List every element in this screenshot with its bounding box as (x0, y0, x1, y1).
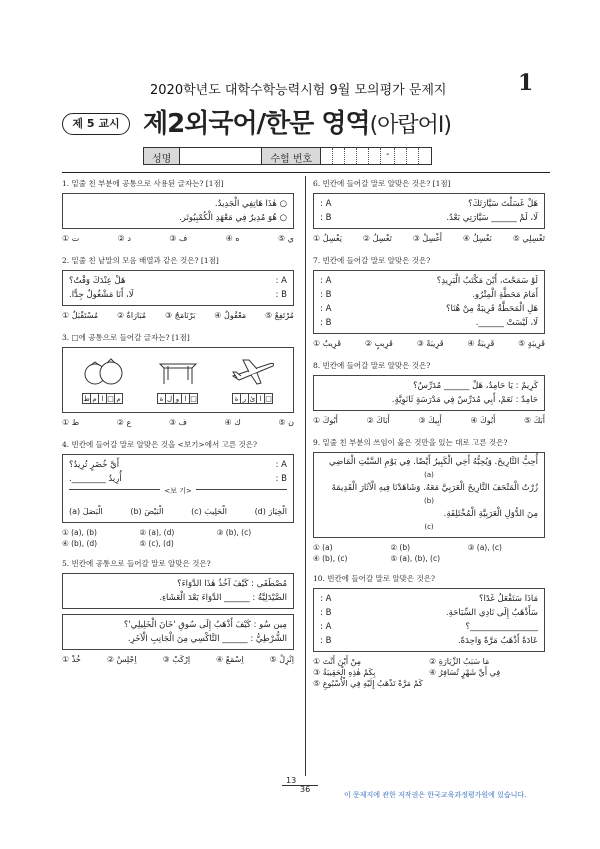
q3-stem: 3. □에 공통으로 들어갈 글자는? [1점] (62, 333, 190, 342)
q5-box1-line2: الصَّيْدَلِيَّةُ : ______ الدَّوَاءَ بَعْدَ الْعَشَاءِ. (159, 593, 287, 603)
speaker-label: A : (320, 622, 332, 632)
grid-cell: م (90, 393, 99, 404)
q2-box (62, 270, 294, 306)
q4-box (62, 454, 294, 523)
exam-number-cell[interactable] (395, 148, 407, 164)
subject-sub: (아랍어Ⅰ) (369, 113, 451, 138)
q9-line-2: زُرْتُ الْمَتْحَفَ التَّارِيخَ الْعَرَبِيَّ مَعَهُ. وَشَاهَدْنَا فِيهِ الْآثَارَ الْقَدِيمَةَ (331, 483, 538, 493)
q10-box (313, 588, 545, 652)
q9-tag-b: (b) (424, 497, 434, 505)
q3-grid-2 (142, 393, 214, 404)
q8-stem: 8. 빈칸에 들어갈 말로 알맞은 것은? (313, 361, 431, 370)
table-icon (154, 356, 202, 386)
exam-number-dash: - (381, 148, 395, 164)
exam-number-cell[interactable] (419, 148, 431, 164)
grid-cell: ة (157, 393, 166, 404)
grid-cell: و (173, 393, 182, 404)
name-label: 성명 (144, 148, 180, 164)
grid-cell: ر (240, 393, 249, 404)
q5-box1-line1: مُصْطَفَى : كَيْفَ آخُذُ هٰذَا الدَّوَاءَ؟ (177, 579, 287, 589)
q6-line-a (320, 197, 538, 211)
grid-cell: م (114, 393, 123, 404)
q8-option[interactable]: ③ أَبِيكَ (418, 416, 442, 425)
q4-option[interactable]: ① (a), (b) (62, 528, 97, 537)
q3-grid-3 (217, 393, 289, 404)
q4-a-text: أَيَّ خُضَرٍ تُرِيدُ؟ (69, 460, 120, 470)
q1-line2: ○ هُوَ مُدِيرٌ فِي مَعْهَدِ الْكُمْبِيُوتَر. (179, 213, 287, 223)
q7-text-1: لَوْ سَمَحْتَ، أَيْنَ مَكْتَبُ الْبَرِيدِ؟ (436, 276, 538, 286)
speaker-label: A : (320, 594, 332, 604)
q8-box (313, 375, 545, 411)
grid-cell: ا (181, 393, 190, 404)
q10-option[interactable]: ③ بِكَمْ هٰذِهِ الْحَقِيبَةُ (313, 668, 376, 677)
page-current: 13 (286, 776, 297, 785)
q6-options (313, 234, 545, 243)
q2-option[interactable]: ① مُسْتَقْبَلٌ (62, 311, 99, 320)
q9-stem: 9. 밑줄 친 부분의 쓰임이 옳은 것만을 있는 대로 고른 것은? (313, 438, 508, 447)
q6-option[interactable]: ⑤ تَغْسِلِي (512, 234, 545, 243)
q10-line-1 (320, 592, 538, 606)
q8-option[interactable]: ④ أَبُوكَ (470, 416, 496, 425)
q4-bogi-label: <보 기> (160, 487, 195, 495)
q4-line-a (69, 458, 287, 472)
q10-option[interactable]: ④ فِي أَيِّ شَهْرٍ تُسَافِرُ (429, 668, 501, 677)
copyright-notice: 이 문제지에 관한 저작권은 한국교육과정평가원에 있습니다. (344, 791, 527, 799)
q10-text-2: سَأَذْهَبُ إِلَى نَادِي السِّبَاحَةِ. (445, 608, 538, 618)
q2-line-b (69, 288, 287, 302)
speaker-label: A : (320, 199, 332, 209)
q4-option[interactable]: ⑤ (c), (d) (139, 539, 174, 548)
q5-box-2 (62, 614, 294, 650)
q2-a-text: هَلْ عِنْدَكَ وَقْتٌ؟ (69, 276, 126, 286)
grid-cell: □ (265, 395, 272, 403)
grid-cell: ا (98, 393, 107, 404)
q3-box (62, 347, 294, 413)
subject-title (143, 103, 451, 140)
q10-line-2 (320, 606, 538, 620)
q3-pictures (67, 356, 289, 404)
q8-line-1: كَرِيمٌ : يَا حَامِدُ، هَلْ ______ مُدَرِّسٌ؟ (413, 381, 538, 391)
q5-option[interactable]: ① خُذْ (62, 655, 81, 664)
q9-line-3: مِنَ الدُّوَلِ الْعَرَبِيَّةِ الْمُخْتَلِفَةِ. (443, 509, 538, 519)
q7-line-4 (320, 316, 538, 330)
q10-line-3 (320, 620, 538, 634)
q4-option[interactable]: ③ (b), (c) (216, 528, 252, 537)
q9-line-1: أُحِبُّ التَّارِيخَ. وَيُحِبُّهُ أَخِي الْكَبِيرُ أَيْضًا. فِي يَوْمِ السَّبْتِ الْمَاضِي (328, 457, 538, 467)
airplane-icon (229, 356, 277, 386)
speaker-label: B : (320, 636, 332, 646)
q4-option[interactable]: ② (a), (d) (139, 528, 175, 537)
q1-option[interactable]: ④ ه (225, 234, 240, 243)
q7-options (313, 339, 545, 348)
q3-option[interactable]: ① ط (62, 418, 80, 427)
grid-cell: ئ (249, 395, 256, 403)
exam-number-cell[interactable] (407, 148, 419, 164)
exam-title: 2020학년도 대학수학능력시험 9월 모의평가 문제지 (150, 83, 447, 98)
grid-cell: □ (190, 395, 197, 403)
q7-box (313, 270, 545, 334)
q9-option[interactable]: ② (b) (390, 543, 411, 552)
name-field[interactable] (180, 148, 262, 164)
q4-b-text: أُرِيدُ ________. (69, 474, 122, 484)
q3-option[interactable]: ③ ف (168, 418, 187, 427)
q2-option[interactable]: ④ مَعْقُولٌ (214, 311, 247, 320)
q1-stem: 1. 밑줄 친 부분에 공통으로 사용된 글자는? [1점] (62, 179, 224, 188)
q3-picture-table (142, 356, 214, 404)
q5-option[interactable]: ⑤ اِنْزِلْ (269, 655, 294, 664)
q10-options (313, 657, 545, 688)
q2-stem: 2. 밑줄 친 낱말의 모음 배열과 같은 것은? [1점] (62, 256, 219, 265)
speaker-label: A : (275, 460, 287, 470)
q7-option[interactable]: ③ قَرِيبَةً (416, 339, 444, 348)
page-number: 1 (518, 70, 534, 96)
q9-option[interactable]: ① (a) (313, 543, 333, 552)
q5-option[interactable]: ④ اِسْمَعْ (216, 655, 244, 664)
q5-box2-line1: مِين سُو : كَيْفَ أَذْهَبُ إِلَى سُوقِ 'خَانَ الْخَلِيلِي'؟ (123, 620, 287, 630)
grid-cell: ة (232, 393, 241, 404)
q7-text-3: هَلِ الْمَحَطَّةُ قَرِيبَةٌ مِنْ هُنَا؟ (445, 304, 538, 314)
q1-box (62, 193, 294, 229)
speaker-label: B : (275, 290, 287, 300)
grid-cell: ل (166, 395, 173, 403)
speaker-label: A : (275, 276, 287, 286)
q5-box2-line2: الشُّرْطِيُّ : ______ التَّاكْسِي مِنَ الْجَانِبِ الْآخَرِ. (127, 634, 287, 644)
q8-option[interactable]: ⑤ أَبَكَ (524, 416, 545, 425)
q4-bogi-item: (d) الْخِيَارَ (254, 507, 287, 516)
q10-option[interactable]: ⑤ كَمْ مَرَّةً تَذْهَبُ إِلَيْهِ فِي الْأُسْبُوعِ (313, 679, 423, 688)
q5-option[interactable]: ② اِجْلِسْ (106, 655, 137, 664)
q9-box (313, 452, 545, 538)
q5-options (62, 655, 294, 664)
q4-bogi-item: (a) الْبَصَلَ (69, 507, 103, 516)
exam-number-label: 수험 번호 (262, 148, 321, 164)
q9-tag-c: (c) (424, 523, 434, 531)
q8-option[interactable]: ② أَبَاكَ (366, 416, 390, 425)
q4-options (62, 528, 294, 548)
speaker-label: B : (320, 290, 332, 300)
q7-text-4: لَا، لَيْسَتْ ______. (475, 318, 538, 328)
q2-line-a (69, 274, 287, 288)
q2-b-text: لَا، أَنَا مَشْغُولٌ جِدًّا. (69, 290, 134, 300)
q3-option[interactable]: ④ ك (224, 418, 241, 427)
q9-tag-a: (a) (424, 471, 434, 479)
q9-options (313, 543, 545, 563)
q1-option[interactable]: ② د (117, 234, 131, 243)
q5-option[interactable]: ③ اِرْكَبْ (162, 655, 191, 664)
q4-stem: 4. 빈칸에 들어갈 말로 알맞은 것을 <보기>에서 고른 것은? (62, 440, 257, 449)
q6-a-text: هَلْ غَسَلْتَ سَيَّارَتَكَ؟ (468, 199, 538, 209)
speaker-label: B : (320, 608, 332, 618)
q4-bogi-items (69, 505, 287, 519)
q1-options (62, 234, 294, 243)
q4-line-b (69, 472, 287, 486)
q6-b-text: لَا، لَمْ ______ سَيَّارَتِي بَعْدُ. (446, 213, 538, 223)
grid-cell: ا (256, 393, 265, 404)
column-divider (305, 176, 306, 776)
q7-line-3 (320, 302, 538, 316)
q9-option[interactable]: ④ (b), (c) (313, 554, 348, 563)
q6-box (313, 193, 545, 229)
q6-option[interactable]: ④ نَغْسِلُ (462, 234, 492, 243)
q5-box-1 (62, 573, 294, 609)
q6-option[interactable]: ② تَغْسِلُ (362, 234, 392, 243)
q1-option[interactable]: ③ ف (169, 234, 188, 243)
q2-option[interactable]: ③ بَرْنَامَجٌ (164, 311, 196, 320)
q7-text-2: أَمَامَ مَحَطَّةِ الْمِتْرُو. (472, 290, 538, 300)
header-rule (62, 172, 550, 173)
page-indicator (282, 776, 318, 796)
q7-option[interactable]: ⑤ قَرِيبَةٍ (518, 339, 545, 348)
q1-line1: ○ هٰذَا هَاتِفِي الْجَدِيدُ. (214, 199, 287, 209)
q9-option[interactable]: ⑤ (a), (b), (c) (390, 554, 441, 563)
tomato-icon (79, 356, 127, 386)
q10-option[interactable]: ② مَا سَبَبُ الزِّيَارَةِ (429, 657, 490, 666)
q3-grid-1 (67, 393, 139, 404)
q8-option[interactable]: ① أَبُوكَ (313, 416, 338, 425)
q2-option[interactable]: ② مُبَارَاةٌ (116, 311, 147, 320)
q1-option[interactable]: ⑤ ي (277, 234, 294, 243)
q3-picture-airplane (217, 356, 289, 404)
q7-option[interactable]: ② قَرِيبٍ (364, 339, 393, 348)
q10-text-1: مَاذَا سَتَفْعَلُ غَدًا؟ (479, 594, 538, 604)
exam-number-cell[interactable] (357, 148, 369, 164)
left-column (62, 178, 294, 676)
exam-number-cell[interactable] (333, 148, 345, 164)
q7-option[interactable]: ④ قَرِيبَةٌ (467, 339, 495, 348)
q10-text-3: ________________؟ (465, 622, 538, 632)
q3-option[interactable]: ② ع (116, 418, 132, 427)
speaker-label: B : (320, 318, 332, 328)
q6-option[interactable]: ③ أَغْسِلْ (412, 234, 443, 243)
q7-line-2 (320, 288, 538, 302)
q6-line-b (320, 211, 538, 225)
q2-options (62, 311, 294, 320)
q8-options (313, 416, 545, 425)
q2-option[interactable]: ⑤ مُرْتَفِعٌ (265, 311, 294, 320)
exam-number-cell[interactable] (345, 148, 357, 164)
q3-option[interactable]: ⑤ ن (278, 418, 294, 427)
q4-bogi-divider (69, 489, 287, 504)
q9-option[interactable]: ③ (a), (c) (467, 543, 502, 552)
speaker-label: A : (320, 304, 332, 314)
grid-cell: □ (107, 395, 114, 403)
q7-line-1 (320, 274, 538, 288)
page-total: 36 (300, 785, 311, 794)
q7-stem: 7. 빈칸에 들어갈 말로 알맞은 것은? (313, 256, 431, 265)
q5-stem: 5. 빈칸에 공통으로 들어갈 말로 알맞은 것은? (62, 559, 211, 568)
speaker-label: B : (275, 474, 287, 484)
grid-cell: ط (83, 395, 90, 403)
q10-option[interactable]: ① مِنْ أَيْنَ أَنْتَ (313, 657, 362, 666)
q3-options (62, 418, 294, 427)
speaker-label: B : (320, 213, 332, 223)
q1-option[interactable]: ① ت (62, 234, 80, 243)
exam-number-cell[interactable] (321, 148, 333, 164)
candidate-id-row (143, 147, 432, 165)
q4-bogi-item: (c) الْحَلِيبَ (191, 507, 227, 516)
right-column (313, 178, 545, 698)
q10-text-4: عَادَةً أَذْهَبُ مَرَّةً وَاحِدَةً. (457, 636, 538, 646)
speaker-label: A : (320, 276, 332, 286)
subject-main: 제2외국어/한문 영역 (143, 109, 370, 139)
q6-option[interactable]: ① يَغْسِلُ (313, 234, 342, 243)
q10-stem: 10. 빈칸에 들어갈 말로 알맞은 것은? (313, 574, 436, 583)
q6-stem: 6. 빈칸에 들어갈 말로 알맞은 것은? [1점] (313, 179, 451, 188)
period-badge: 제 5 교시 (62, 113, 130, 135)
q8-line-2: حَامِدٌ : نَعَمْ، أَبِي مُدَرِّسٌ فِي مَدْرَسَةٍ ثَانَوِيَّةٍ. (391, 395, 538, 405)
q7-option[interactable]: ① قَرِيبٌ (313, 339, 342, 348)
q4-bogi-item: (b) الْبَيْضَ (130, 507, 164, 516)
q10-line-4 (320, 634, 538, 648)
q4-option[interactable]: ④ (b), (d) (62, 539, 98, 548)
exam-number-cell[interactable] (369, 148, 381, 164)
q3-picture-tomato (67, 356, 139, 404)
